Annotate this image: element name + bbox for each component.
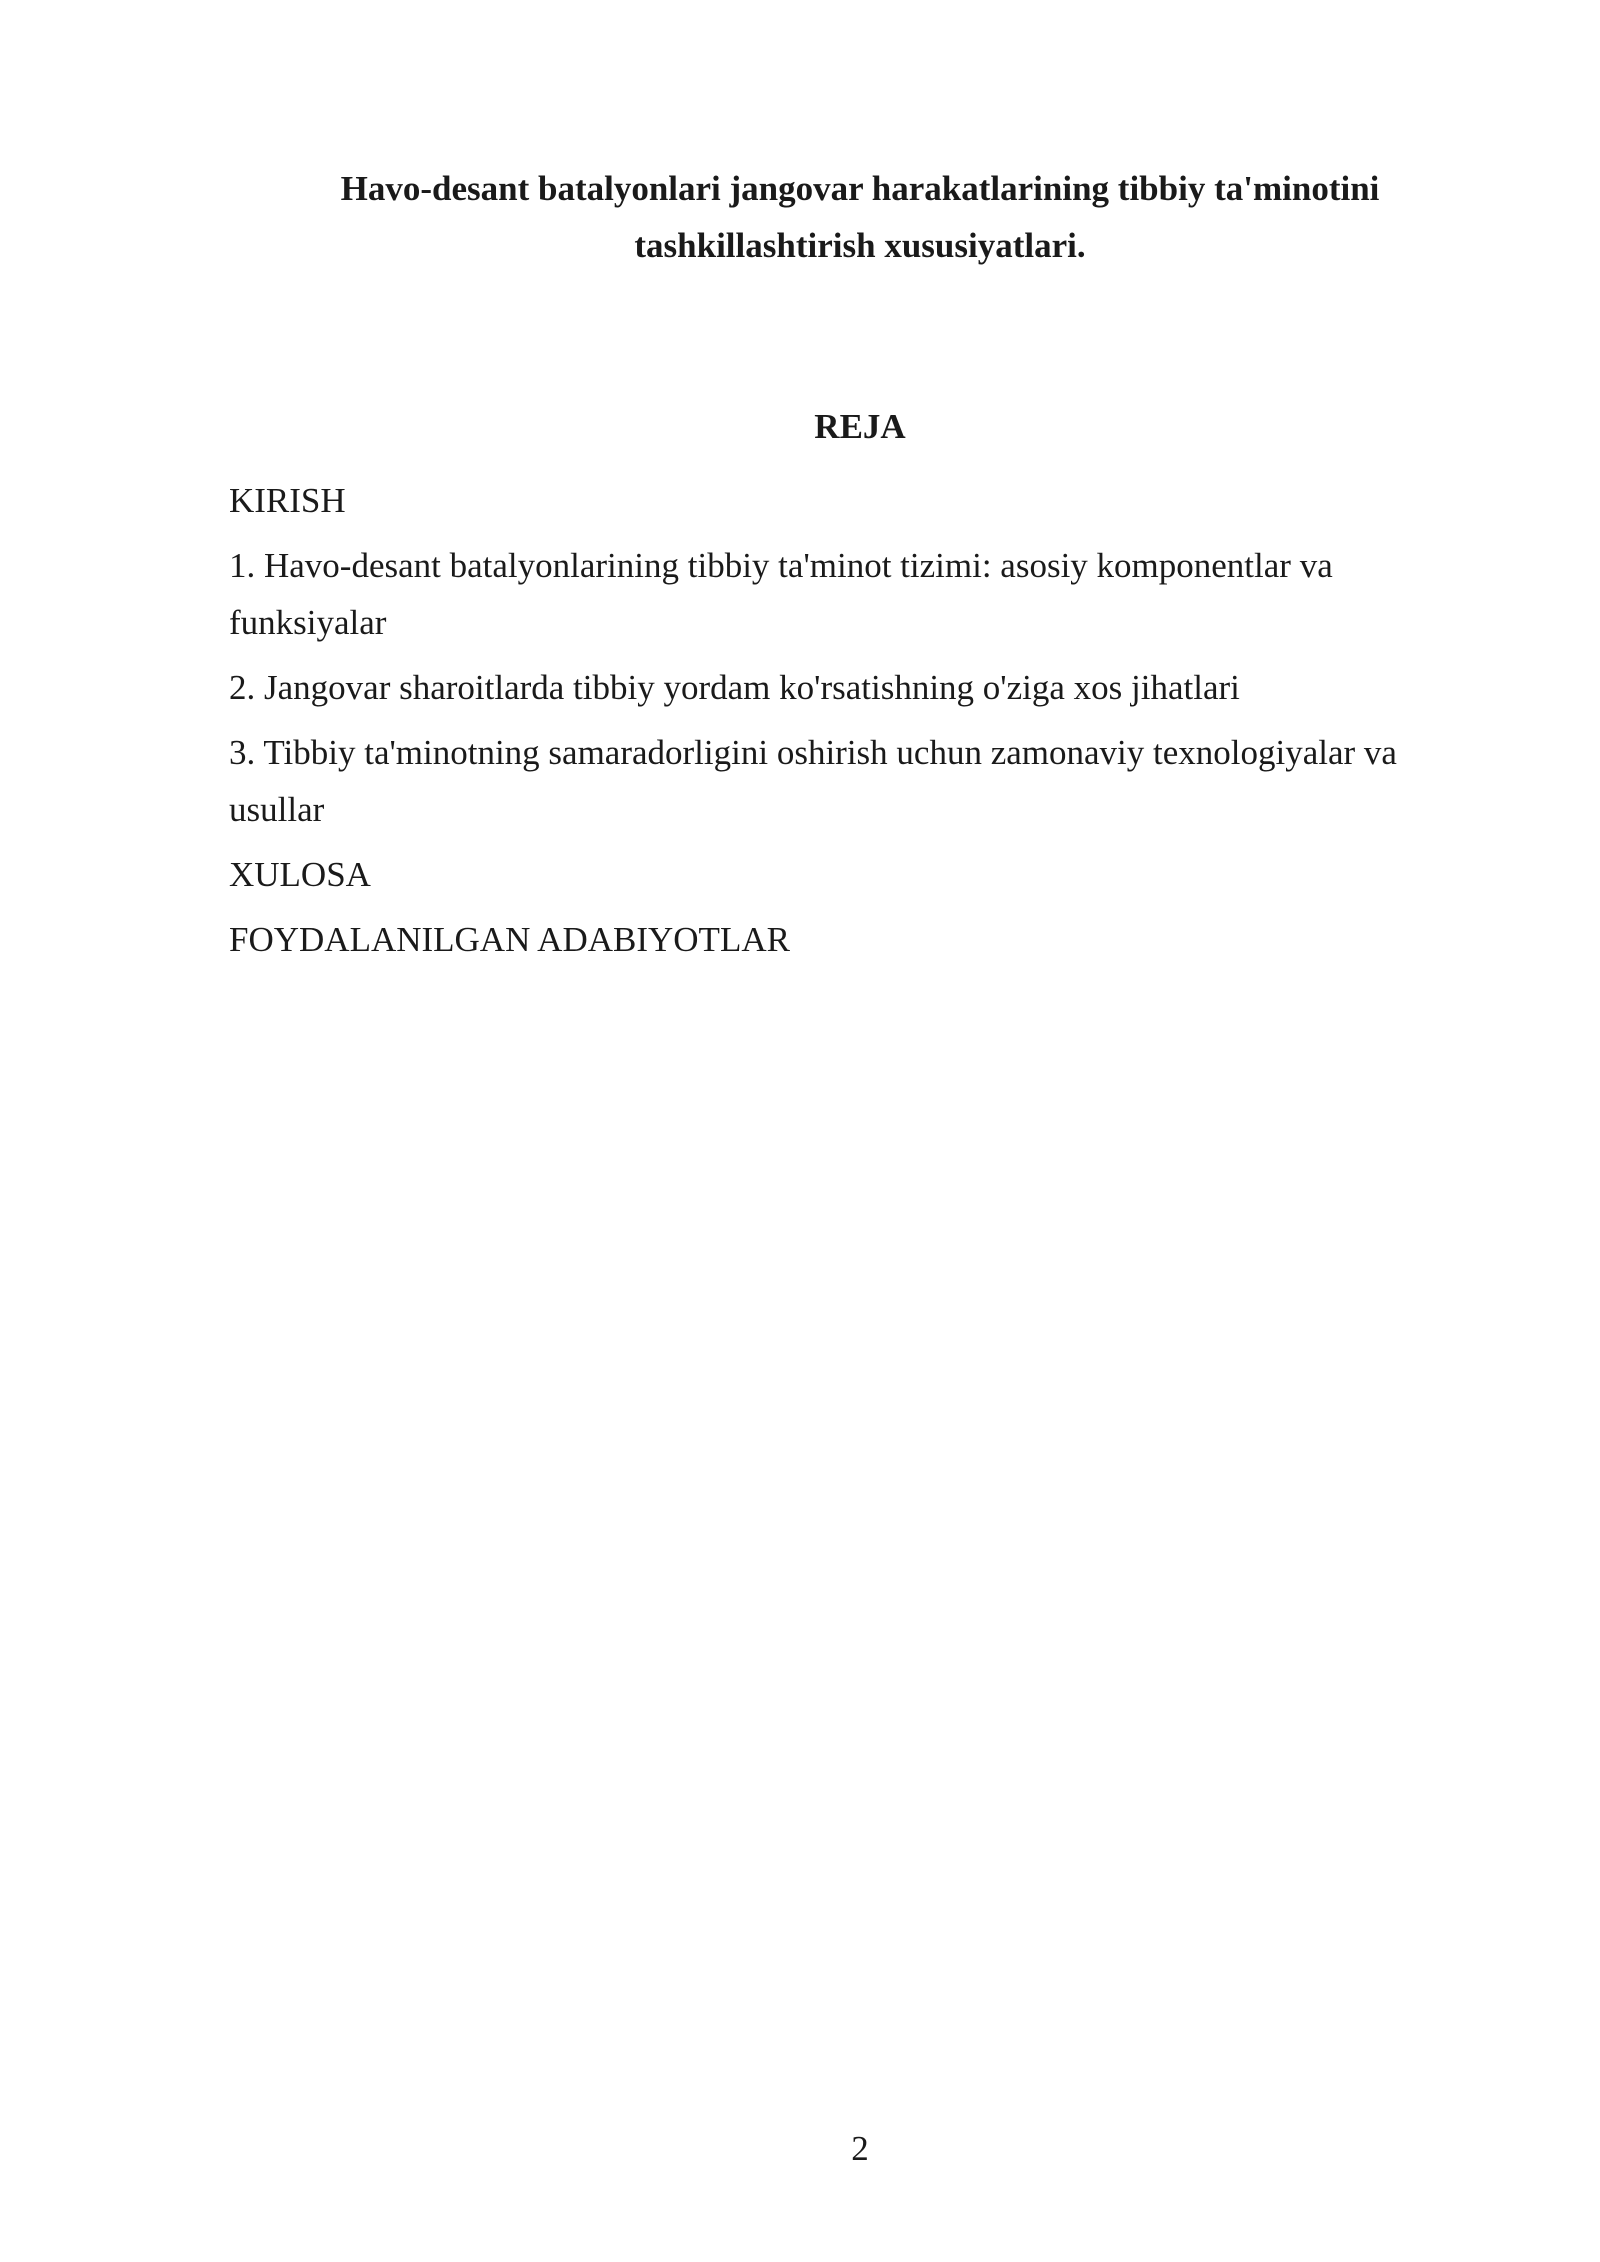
toc-item-introduction: KIRISH: [229, 481, 346, 520]
document-title: Havo-desant batalyonlari jangovar harakatlarining tibbiy ta'minotini tashkillashtirish xususiyatlari.: [340, 169, 1380, 265]
toc-item-2: 2. Jangovar sharoitlarda tibbiy yordam ko'rsatishning o'ziga xos jihatlari: [229, 668, 1240, 707]
toc-item-references: FOYDALANILGAN ADABIYOTLAR: [229, 920, 790, 959]
plan-heading: REJA: [814, 407, 906, 446]
toc-item-1: 1. Havo-desant batalyonlarining tibbiy ta'minot tizimi: asosiy komponentlar va funksiyalar: [229, 546, 1333, 642]
toc-item-conclusion: XULOSA: [229, 855, 371, 894]
table-of-contents: [229, 472, 1491, 976]
toc-item-3: 3. Tibbiy ta'minotning samaradorligini oshirish uchun zamonaviy texnologiyalar va usullar: [229, 733, 1397, 829]
page-number: 2: [851, 2129, 869, 2168]
